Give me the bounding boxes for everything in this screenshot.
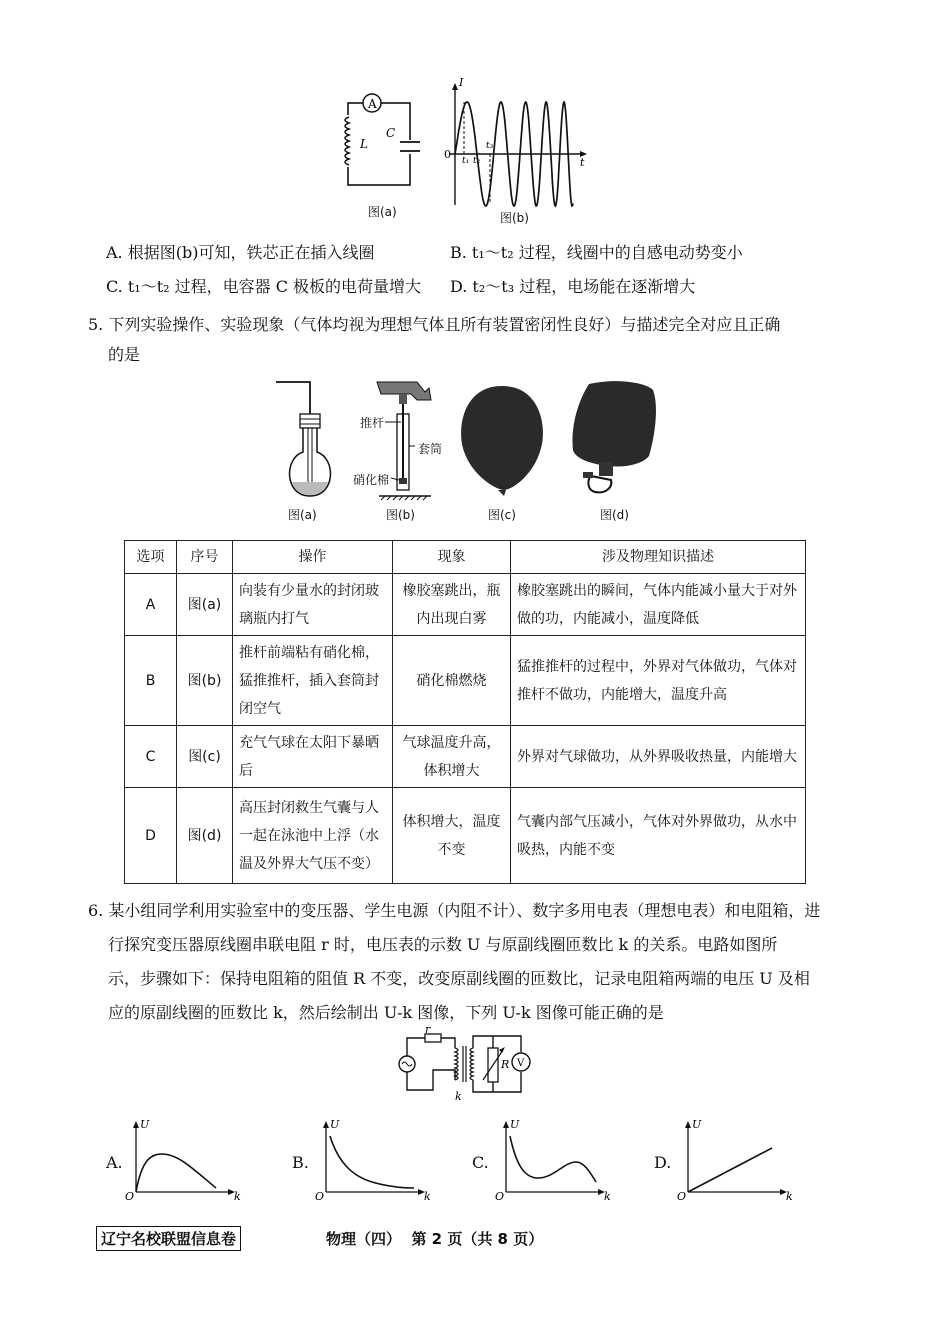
t2-label: t₂ (473, 156, 481, 166)
graph-d-letter[interactable]: D. (654, 1153, 672, 1172)
transformer-circuit-figure (395, 1023, 535, 1103)
table-row (125, 574, 806, 636)
lc-circuit-figure (330, 85, 430, 195)
graph-c-origin: O (495, 1190, 505, 1203)
row-fig: 图(a) (177, 574, 233, 636)
graph-a[interactable] (122, 1118, 242, 1202)
row-operation: 推杆前端粘有硝化棉，猛推推杆，插入套筒封闭空气 (233, 636, 393, 726)
x-axis-label: t (580, 156, 585, 169)
header-description: 涉及物理知识描述 (511, 541, 806, 574)
table-row (125, 788, 806, 884)
row-option: D (125, 788, 177, 884)
q5-stem-line1: 5. 下列实验操作、实验现象（气体均视为理想气体且所有装置密闭性良好）与描述完全对应且正确 (88, 315, 781, 334)
row-description: 外界对气球做功，从外界吸收热量，内能增大 (511, 726, 806, 788)
row-operation: 向装有少量水的封闭玻璃瓶内打气 (233, 574, 393, 636)
ammeter-label: A (368, 97, 377, 111)
graph-b[interactable] (312, 1118, 432, 1202)
flask-figure (270, 378, 340, 504)
balloon-figure (456, 382, 548, 502)
t1-label: t₁ (462, 156, 470, 166)
q6-stem-line: 行探究变压器原线圈串联电阻 r 时，电压表的示数 U 与原副线圈匝数比 k 的关系。电路如图所 (108, 935, 778, 954)
row-option: A (125, 574, 177, 636)
q5-caption-a: 图(a) (288, 508, 317, 522)
row-description: 橡胶塞跳出的瞬间，气体内能减小量大于对外做的功，内能减小，温度降低 (511, 574, 806, 636)
row-phenomenon: 体积增大，温度不变 (393, 788, 511, 884)
push-rod-label: 推杆 (360, 416, 385, 430)
graph-b-y: U (330, 1118, 340, 1131)
row-phenomenon: 硝化棉燃烧 (393, 636, 511, 726)
graph-b-origin: O (315, 1190, 325, 1203)
footer-page: 物理（四） 第 2 页（共 8 页） (326, 1230, 544, 1248)
graph-a-letter[interactable]: A. (106, 1153, 123, 1172)
fig-b-caption: 图(b) (500, 211, 529, 225)
table-row (125, 636, 806, 726)
table-row (125, 726, 806, 788)
row-fig: 图(b) (177, 636, 233, 726)
row-phenomenon: 气球温度升高，体积增大 (393, 726, 511, 788)
q5-caption-b: 图(b) (386, 508, 415, 522)
V-label: V (517, 1058, 525, 1069)
q6-stem (88, 894, 848, 1030)
header-fig: 序号 (177, 541, 233, 574)
q5-caption-d: 图(d) (600, 508, 629, 522)
inductor-label: L (360, 137, 368, 151)
graph-d[interactable] (674, 1118, 794, 1202)
row-option: C (125, 726, 177, 788)
header-option: 选项 (125, 541, 177, 574)
R-label: R (501, 1058, 510, 1071)
cotton-label: 硝化棉 (353, 473, 390, 487)
graph-c[interactable] (492, 1118, 612, 1202)
row-description: 猛推推杆的过程中，外界对气体做功，气体对推杆不做功，内能增大，温度升高 (511, 636, 806, 726)
row-fig: 图(c) (177, 726, 233, 788)
q4-option-d[interactable]: D. t₂～t₃ 过程，电场能在逐渐增大 (450, 277, 696, 296)
graph-a-x: k (234, 1190, 241, 1203)
graph-a-origin: O (125, 1190, 135, 1203)
row-phenomenon: 橡胶塞跳出，瓶内出现白雾 (393, 574, 511, 636)
header-operation: 操作 (233, 541, 393, 574)
row-description: 气囊内部气压减小，气体对外界做功，从水中吸热，内能不变 (511, 788, 806, 884)
q4-option-c[interactable]: C. t₁～t₂ 过程，电容器 C 极板的电荷量增大 (106, 277, 422, 296)
row-option: B (125, 636, 177, 726)
graph-b-letter[interactable]: B. (292, 1153, 309, 1172)
q6-stem-line: 6. 某小组同学利用实验室中的变压器、学生电源（内阻不计）、数字多用电表（理想电表）和电阻箱，进 (88, 901, 821, 920)
q5-stem-line2: 的是 (108, 345, 141, 364)
footer-brand: 辽宁名校联盟信息卷 (96, 1226, 241, 1251)
y-axis-label: I (459, 76, 464, 89)
k-label: k (455, 1090, 462, 1103)
capacitor-label: C (386, 126, 396, 140)
sleeve-label: 套筒 (418, 442, 443, 456)
airbag-figure (565, 376, 661, 502)
graph-c-y: U (510, 1118, 520, 1131)
graph-a-y: U (140, 1118, 150, 1131)
row-operation: 充气气球在太阳下暴晒后 (233, 726, 393, 788)
current-time-graph (440, 76, 590, 212)
q4-option-b[interactable]: B. t₁～t₂ 过程，线圈中的自感电动势变小 (450, 243, 743, 262)
row-operation: 高压封闭救生气囊与人一起在泳池中上浮（水温及外界大气压不变） (233, 788, 393, 884)
q6-stem-line: 应的原副线圈的匝数比 k，然后绘制出 U-k 图像，下列 U-k 图像可能正确的是 (108, 1003, 664, 1022)
q6-stem-line: 示，步骤如下：保持电阻箱的阻值 R 不变，改变原副线圈的匝数比，记录电阻箱两端的电压 U 及相 (108, 969, 810, 988)
fig-a-caption: 图(a) (368, 205, 397, 219)
graph-d-origin: O (677, 1190, 687, 1203)
graph-c-letter[interactable]: C. (472, 1153, 489, 1172)
graph-d-x: k (786, 1190, 793, 1203)
r-label: r (425, 1023, 431, 1036)
header-phenomenon: 现象 (393, 541, 511, 574)
graph-d-y: U (692, 1118, 702, 1131)
q5-caption-c: 图(c) (488, 508, 516, 522)
t3-label: t₃ (486, 141, 494, 151)
graph-b-x: k (424, 1190, 431, 1203)
q5-answer-table (124, 540, 806, 884)
origin-label: 0 (444, 148, 451, 161)
graph-c-x: k (604, 1190, 611, 1203)
row-fig: 图(d) (177, 788, 233, 884)
q4-option-a[interactable]: A. 根据图(b)可知，铁芯正在插入线圈 (106, 243, 375, 262)
